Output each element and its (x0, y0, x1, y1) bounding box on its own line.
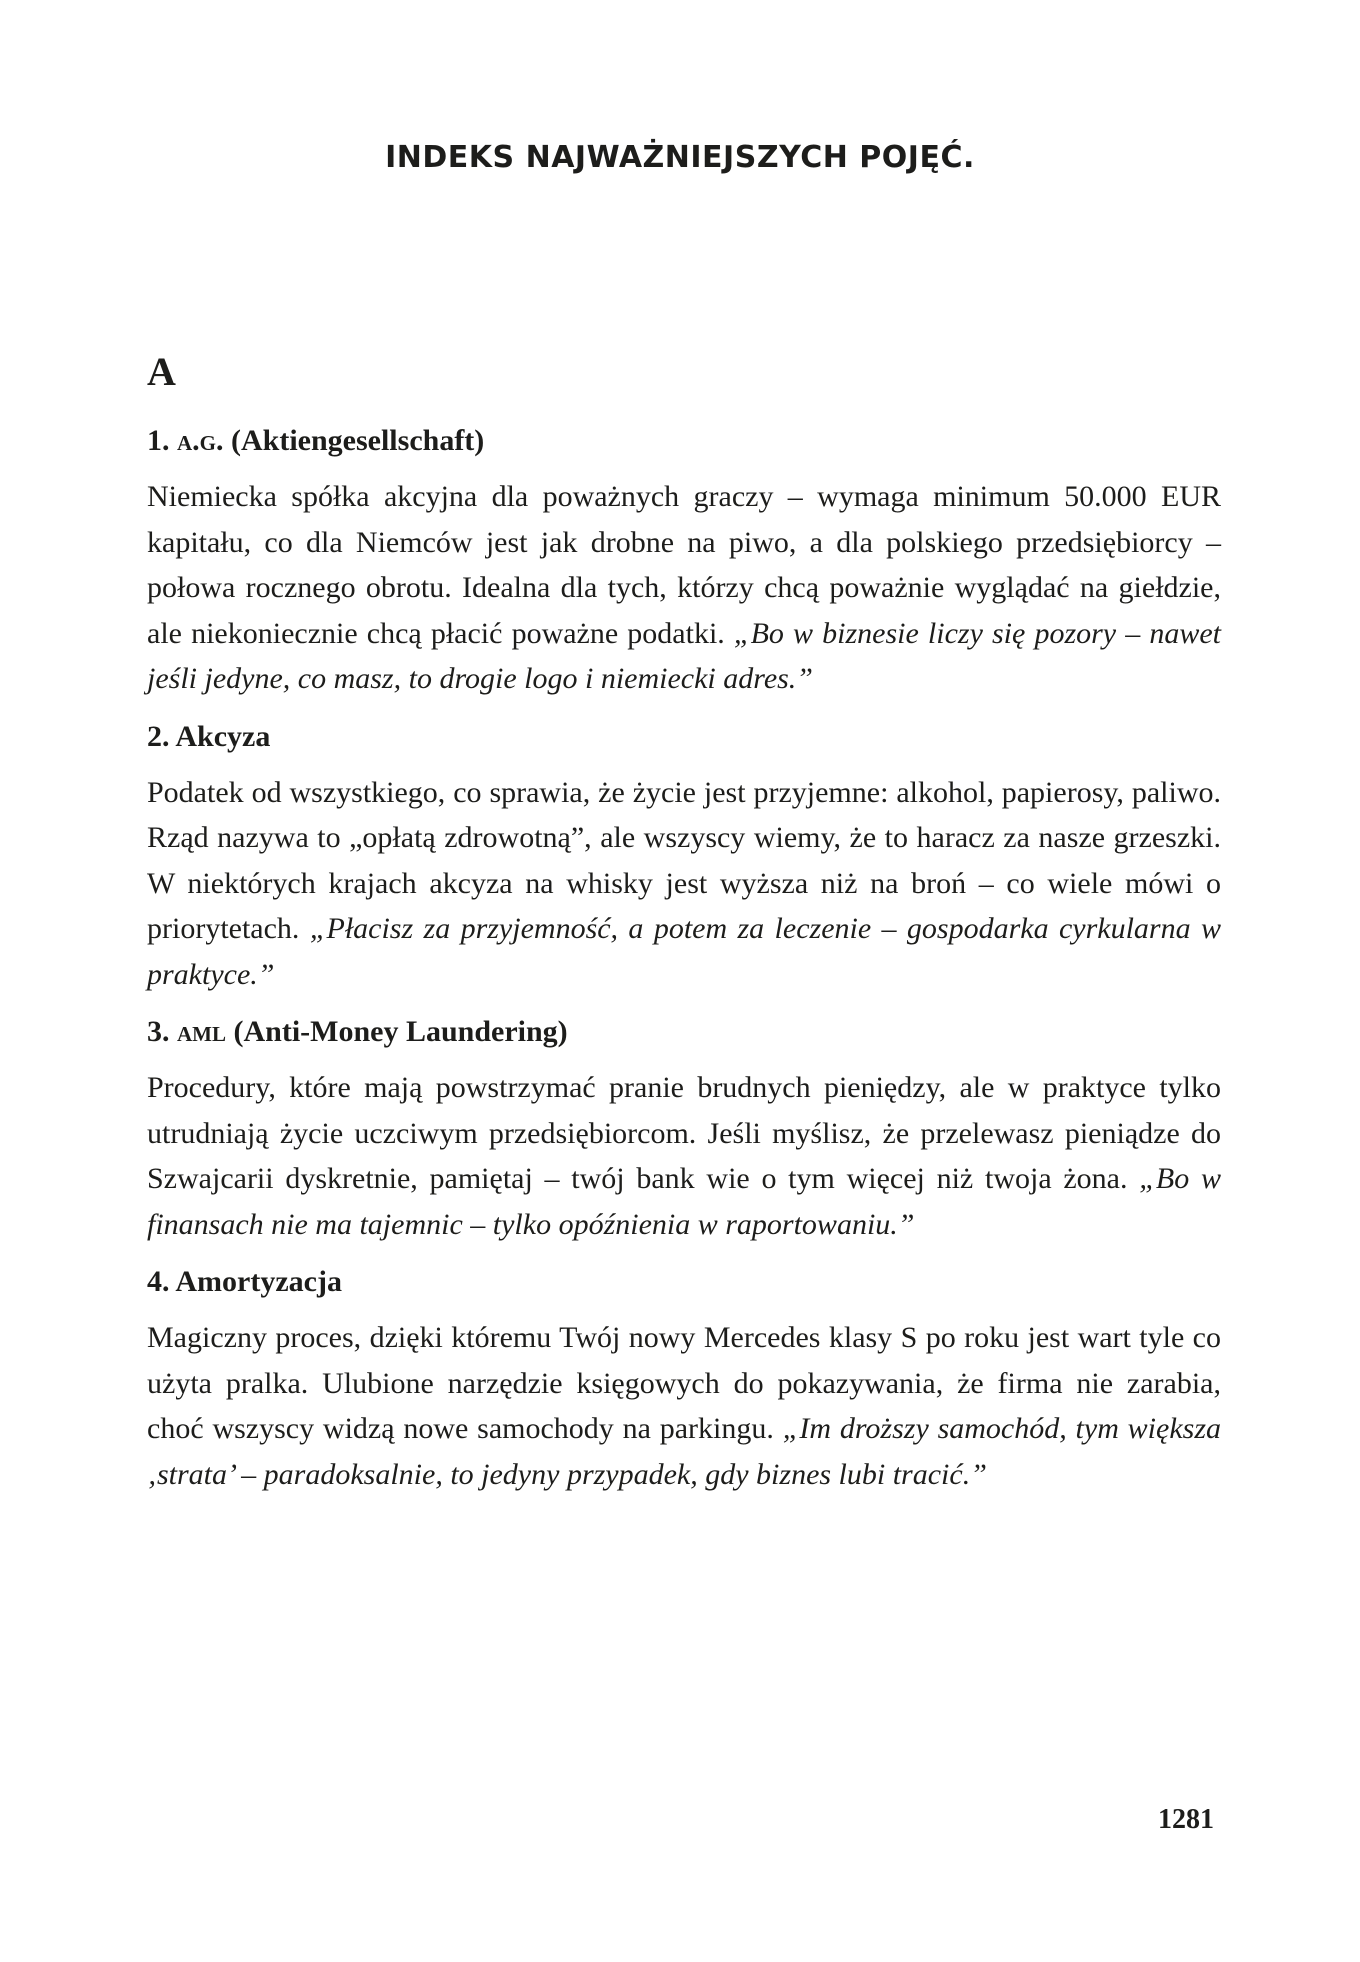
entry-text: Procedury, które mają powstrzymać pranie brudnych pieniędzy, ale w praktyce tylko utrudniają życie uczciwym przedsiębiorcom. Jeśli myślisz, że przelewasz pieniądze do Szwajcarii dyskretnie, pamiętaj – twój bank wie o tym więcej niż twoja żona. (147, 1071, 1221, 1195)
entry-term: Amortyzacja (175, 1265, 342, 1298)
entry-quote: „Bo w finansach nie ma tajemnic – tylko opóźnienia w raportowaniu.” (147, 1162, 1221, 1241)
index-entry (147, 1009, 1221, 1247)
entry-term: (Aktiengesellschaft) (231, 424, 485, 457)
entry-term-abbrev: aml (177, 1015, 226, 1048)
entry-term-abbrev: a.g. (177, 424, 224, 457)
section-letter: A (147, 349, 176, 394)
entry-heading (147, 714, 1221, 760)
entry-heading (147, 418, 1221, 464)
page-number: 1281 (1158, 1804, 1214, 1835)
entry-body (147, 1315, 1221, 1497)
entry-term: Akcyza (175, 719, 271, 753)
entry-term: (Anti-Money Laundering) (233, 1015, 568, 1048)
entry-heading (147, 1259, 1221, 1305)
index-entry (147, 418, 1221, 702)
entry-quote: „Im droższy samochód, tym większa ‚strata’ – paradoksalnie, to jedyny przypadek, gdy biznes lubi tracić.” (147, 1412, 1222, 1491)
entry-number: 3. (147, 1015, 170, 1048)
entry-body (147, 770, 1221, 998)
page-title: INDEKS NAJWAŻNIEJSZYCH POJĘĆ. (385, 140, 975, 176)
entry-number: 4. (147, 1265, 170, 1298)
entry-body (147, 1065, 1221, 1247)
entry-body (147, 474, 1221, 702)
entry-quote: „Płacisz za przyjemność, a potem za leczenie – gospodarka cyrkularna w praktyce.” (147, 912, 1221, 991)
index-entry (147, 1259, 1221, 1497)
entry-quote: „Bo w biznesie liczy się pozory – nawet jeśli jedyne, co masz, to drogie logo i niemiecki adres.” (147, 616, 1222, 695)
entry-text: Podatek od wszystkiego, co sprawia, że życie jest przyjemne: alkohol, papierosy, paliwo. Rząd nazywa to „opłatą zdrowotną”, ale wszyscy wiemy, że to haracz za nasze grzeszki. W niektórych krajach akcyza na whisky jest wyższa niż na broń – co wiele mówi o priorytetach. (147, 775, 1221, 945)
entry-number: 2. (147, 719, 170, 753)
index-entry (147, 714, 1221, 998)
entry-heading (147, 1009, 1221, 1055)
index-entries (147, 418, 1221, 1509)
entry-text: Niemiecka spółka akcyjna dla poważnych graczy – wymaga minimum 50.000 EUR kapitału, co dla Niemców jest jak drobne na piwo, a dla polskiego przedsiębiorcy – połowa rocznego obrotu. Idealna dla tych, którzy chcą poważnie wyglądać na giełdzie, ale niekoniecznie chcą płacić poważne podatki. (147, 480, 1221, 650)
entry-number: 1. (147, 424, 170, 457)
entry-text: Magiczny proces, dzięki któremu Twój nowy Mercedes klasy S po roku jest wart tyle co użyta pralka. Ulubione narzędzie księgowych do pokazywania, że firma nie zarabia, choć wszyscy widzą nowe samochody na parkingu. (147, 1321, 1221, 1445)
